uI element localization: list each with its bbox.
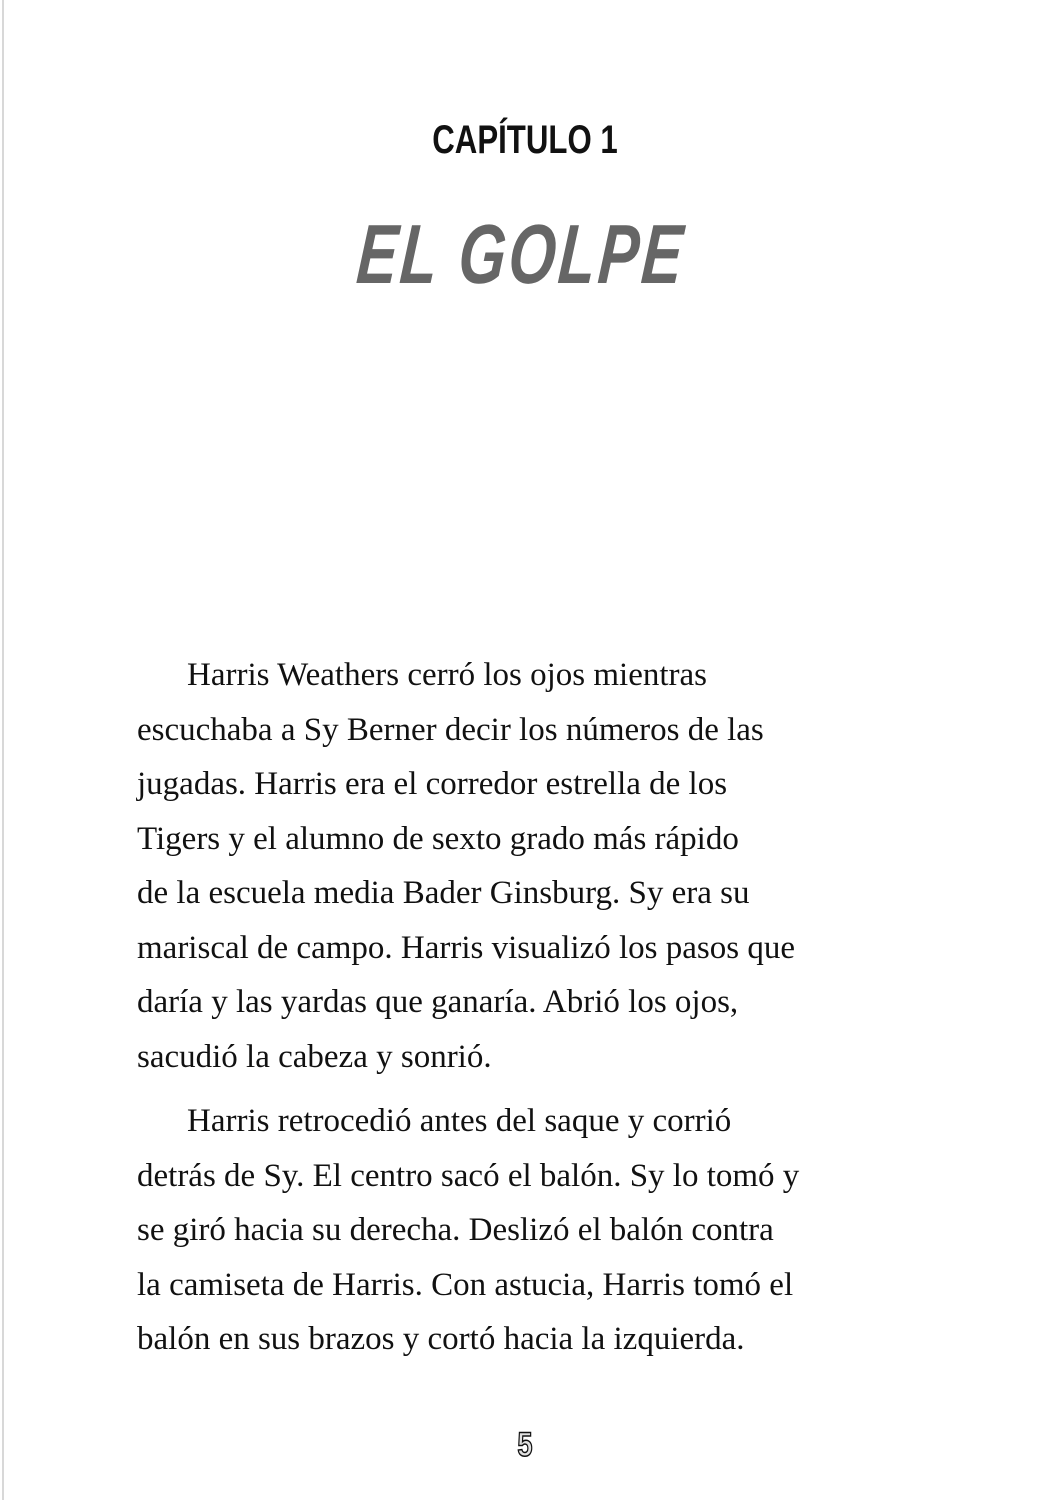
text-line: Harris Weathers cerró los ojos mientras [187, 657, 707, 693]
page-edge-divider [2, 0, 4, 1500]
chapter-label: CAPÍTULO 1 [432, 118, 618, 162]
text-line: escuchaba a Sy Berner decir los números de las [137, 711, 764, 748]
text-line: Harris retrocedió antes del saque y corrió [187, 1103, 732, 1139]
paragraph-1 [137, 648, 927, 1084]
paragraph-2 [137, 1094, 927, 1367]
text-line: de la escuela media Bader Ginsburg. Sy era su [137, 875, 750, 911]
text-line: detrás de Sy. El centro sacó el balón. Sy lo tomó y [137, 1157, 800, 1194]
text-line: se giró hacia su derecha. Deslizó el balón contra [137, 1212, 774, 1248]
text-line: Tigers y el alumno de sexto grado más rápido [137, 820, 739, 857]
page-number: 5 [517, 1426, 533, 1464]
text-line: daría y las yardas que ganaría. Abrió los ojos, [137, 984, 739, 1020]
text-line: sacudió la cabeza y sonrió. [137, 1038, 492, 1075]
text-line: jugadas. Harris era el corredor estrella de los [137, 766, 728, 802]
text-line: balón en sus brazos y cortó hacia la izquierda. [137, 1321, 745, 1357]
text-line: la camiseta de Harris. Con astucia, Harris tomó el [137, 1266, 794, 1303]
chapter-body [137, 648, 927, 1367]
chapter-title: EL GOLPE [353, 207, 689, 301]
text-line: mariscal de campo. Harris visualizó los pasos que [137, 929, 795, 966]
